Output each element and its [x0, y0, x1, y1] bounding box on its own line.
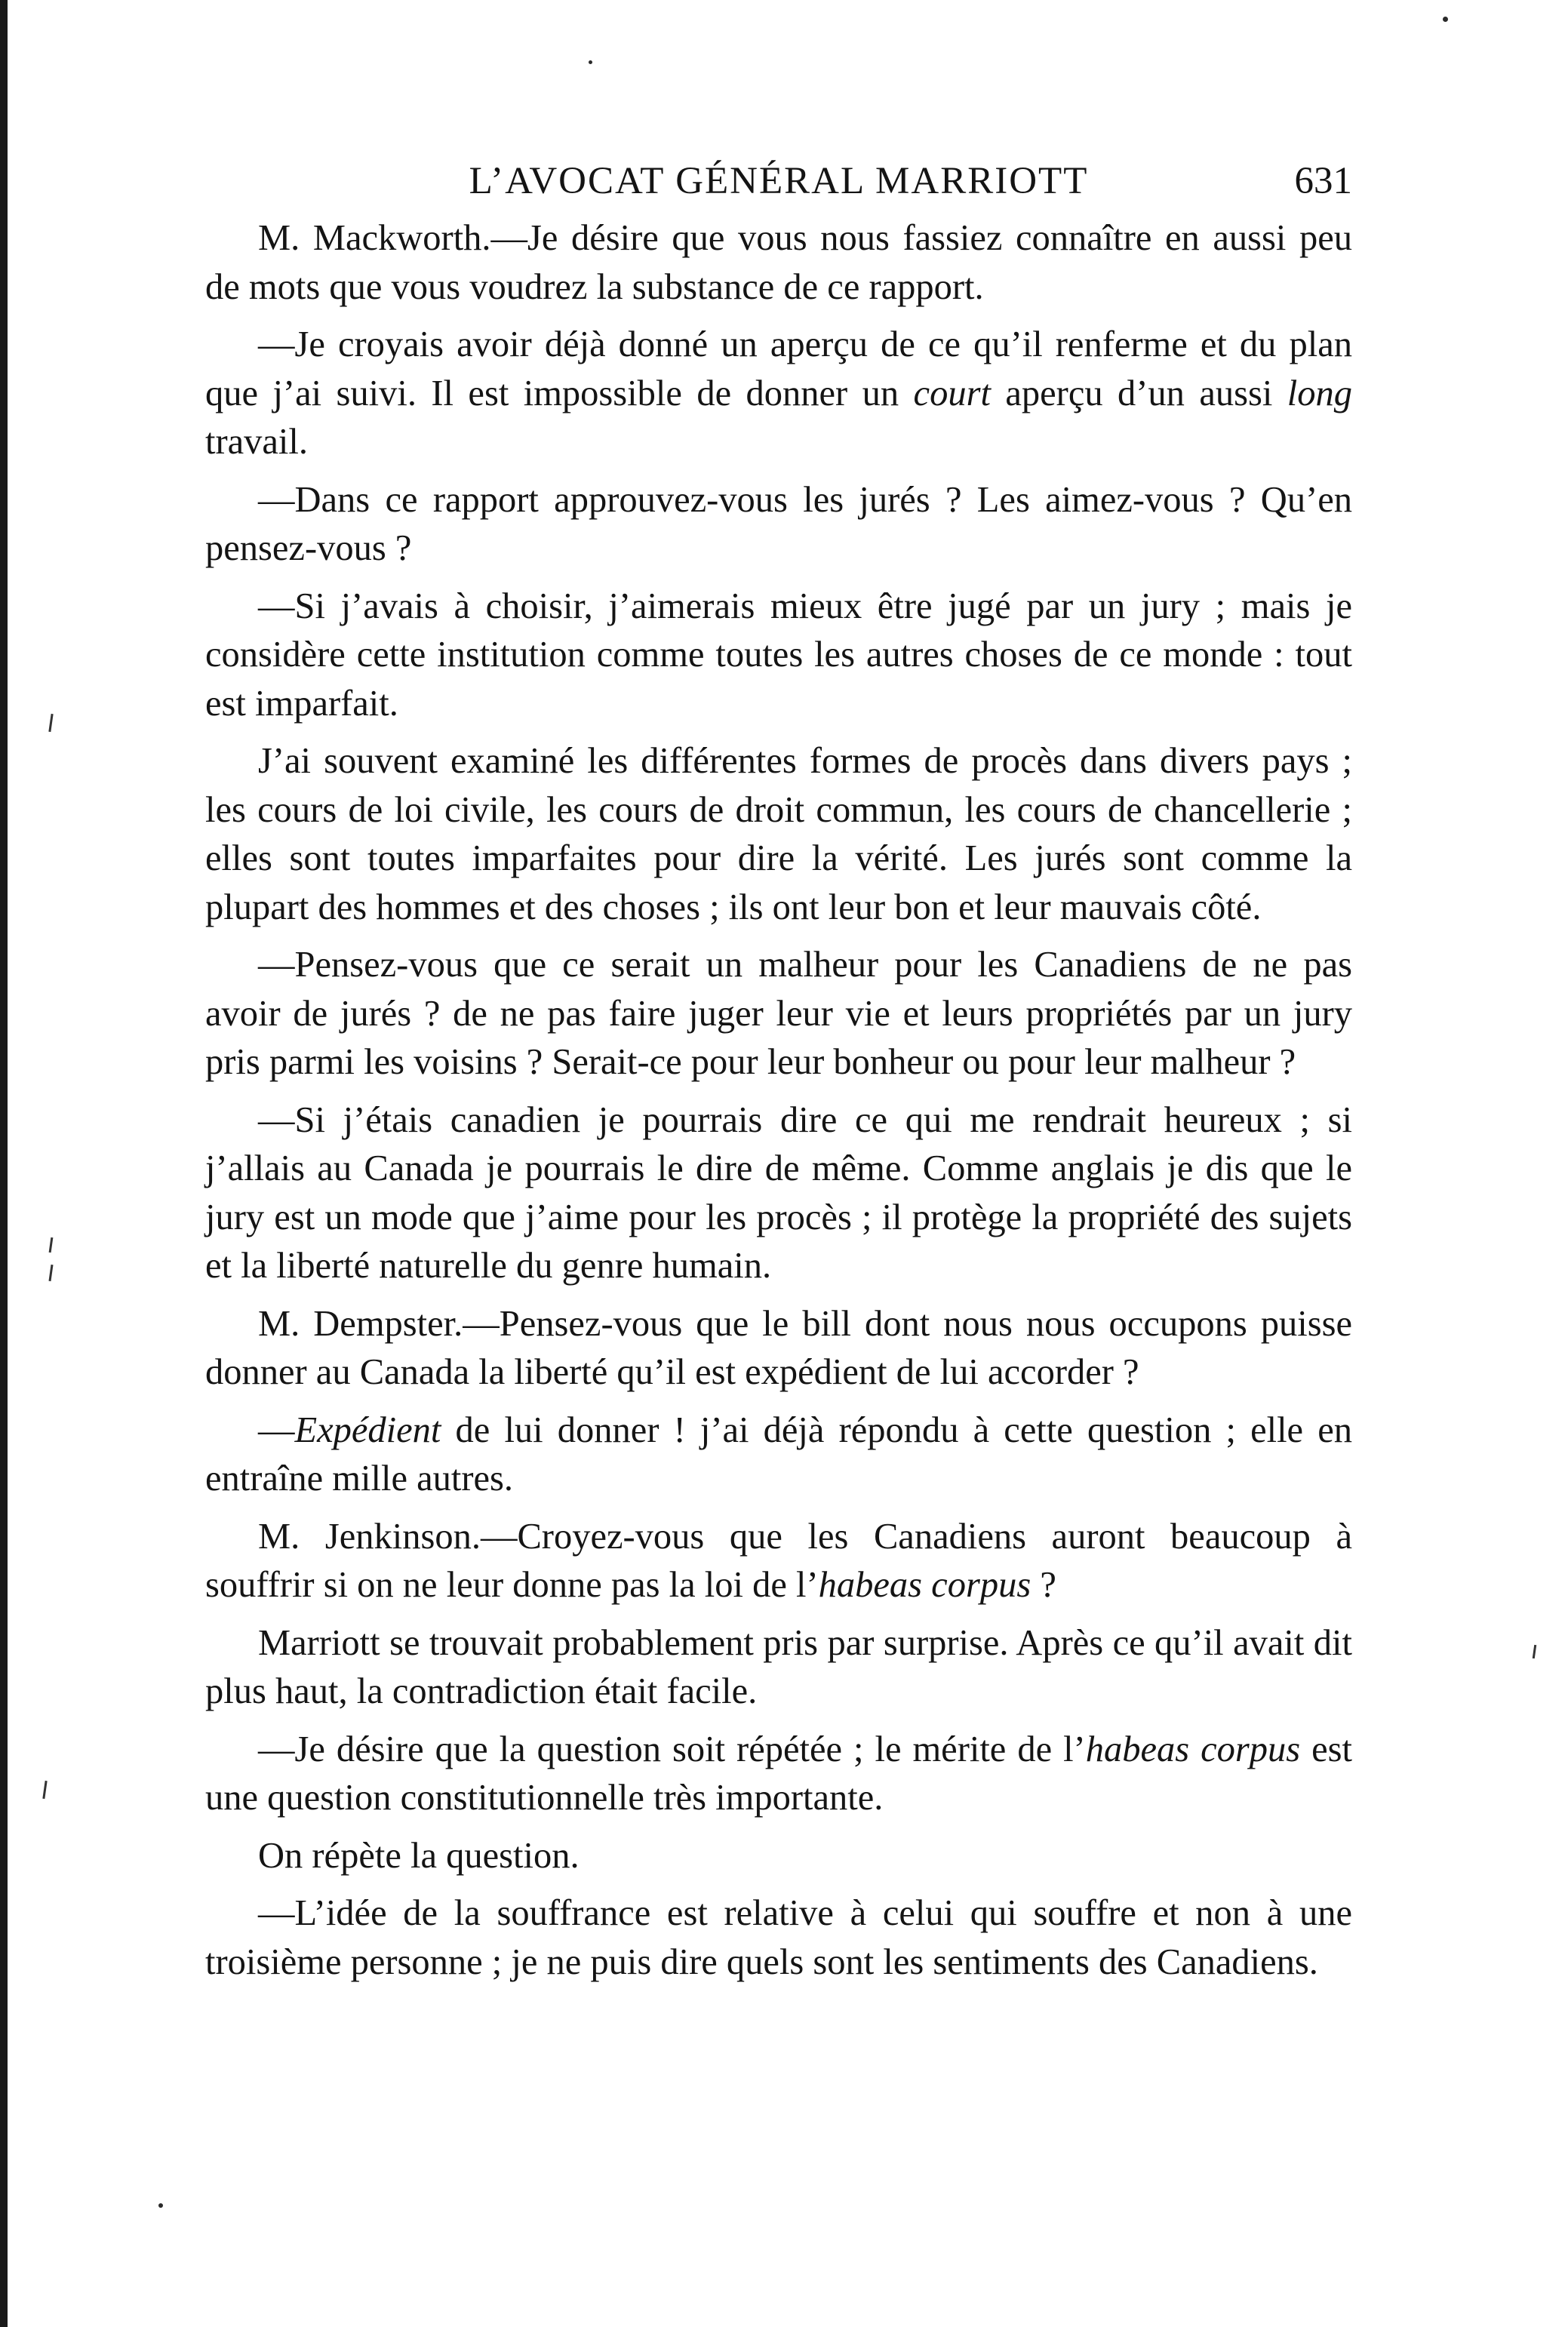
italic-text: habeas corpus — [1085, 1729, 1301, 1769]
paragraph — [205, 1832, 1352, 1881]
body-text — [205, 214, 1352, 1987]
text-run: M. Jenkinson.—Croyez-vous que les Canadiens auront beaucoup à souffrir si on ne leur donne pas la loi de l’ — [205, 1516, 1352, 1605]
italic-text: long — [1287, 373, 1352, 413]
margin-mark — [48, 714, 53, 732]
text-run: —Si j’étais canadien je pourrais dire ce qui me rendrait heureux ; si j’allais au Canada je pourrais le dire de même. Comme anglais je dis que le jury est un mode que j’aime pour les procès ; il protège la propriété des sujets et la liberté naturelle du genre humain. — [205, 1099, 1352, 1286]
text-run: travail. — [205, 422, 309, 462]
text-run: M. Mackworth.—Je désire que vous nous fassiez connaître en aussi peu de mots que vous voudrez la substance de ce rapport. — [205, 218, 1352, 307]
page-binding-edge — [0, 0, 8, 2327]
text-run: ? — [1031, 1565, 1056, 1605]
paragraph — [205, 1889, 1352, 1987]
paragraph — [205, 1513, 1352, 1610]
paragraph — [205, 1096, 1352, 1291]
italic-text: court — [913, 373, 991, 413]
paragraph — [205, 321, 1352, 467]
paragraph — [205, 941, 1352, 1087]
text-run: —Je croyais avoir déjà donné un aperçu de ce qu’il renferme et du plan que j’ai suivi. Il est impossible de donner un — [205, 324, 1352, 413]
print-speck — [589, 60, 592, 64]
text-run: —L’idée de la souffrance est relative à celui qui souffre et non à une troisième personne ; je ne puis dire quels sont les sentiments des Canadiens. — [205, 1893, 1352, 1982]
print-speck — [158, 2203, 163, 2208]
paragraph — [205, 214, 1352, 312]
text-run: —Je désire que la question soit répétée ; le mérite de l’ — [258, 1729, 1086, 1769]
paragraph — [205, 476, 1352, 573]
margin-mark — [1533, 1645, 1536, 1658]
margin-mark — [42, 1781, 47, 1799]
text-run: de lui donner ! j’ai déjà répondu à cette question ; elle en entraîne mille autres. — [205, 1409, 1352, 1499]
print-speck — [1443, 17, 1448, 22]
text-run: On répète la question. — [258, 1835, 580, 1876]
text-run: Marriott se trouvait probablement pris par surprise. Après ce qu’il avait dit plus haut, la contradiction était facile. — [205, 1622, 1352, 1711]
paragraph — [205, 1406, 1352, 1504]
margin-mark — [49, 1237, 54, 1253]
running-title: L’AVOCAT GÉNÉRAL MARRIOTT — [469, 160, 1089, 202]
margin-mark — [48, 1265, 53, 1281]
paragraph — [205, 737, 1352, 932]
text-run: aperçu d’un aussi — [990, 373, 1287, 413]
text-run: —Dans ce rapport approuvez-vous les jurés ? Les aimez-vous ? Qu’en pensez-vous ? — [205, 479, 1352, 568]
book-page — [205, 151, 1352, 1996]
paragraph — [205, 583, 1352, 729]
text-run: — — [258, 1409, 295, 1450]
paragraph — [205, 1726, 1352, 1823]
text-run: —Si j’avais à choisir, j’aimerais mieux être jugé par un jury ; mais je considère cette institution comme toutes les autres choses de ce monde : tout est imparfait. — [205, 586, 1352, 724]
running-head — [205, 151, 1352, 211]
paragraph — [205, 1300, 1352, 1397]
italic-text: habeas corpus — [818, 1565, 1031, 1605]
text-run: est une question constitutionnelle très importante. — [205, 1729, 1352, 1818]
text-run: M. Dempster.—Pensez-vous que le bill dont nous nous occupons puisse donner au Canada la liberté qu’il est expédient de lui accorder ? — [205, 1303, 1352, 1392]
italic-text: Expédient — [294, 1409, 441, 1450]
paragraph — [205, 1619, 1352, 1717]
page-number: 631 — [1294, 160, 1352, 202]
text-run: J’ai souvent examiné les différentes formes de procès dans divers pays ; les cours de loi civile, les cours de droit commun, les cours de chancellerie ; elles sont toutes imparfaites pour dire la vérité. Les jurés sont comme la plupart des hommes et des choses ; ils ont leur bon et leur mauvais côté. — [205, 741, 1352, 927]
text-run: —Pensez-vous que ce serait un malheur pour les Canadiens de ne pas avoir de jurés ? de ne pas faire juger leur vie et leurs propriétés par un jury pris parmi les voisins ? Serait-ce pour leur bonheur ou pour leur malheur ? — [205, 945, 1352, 1082]
